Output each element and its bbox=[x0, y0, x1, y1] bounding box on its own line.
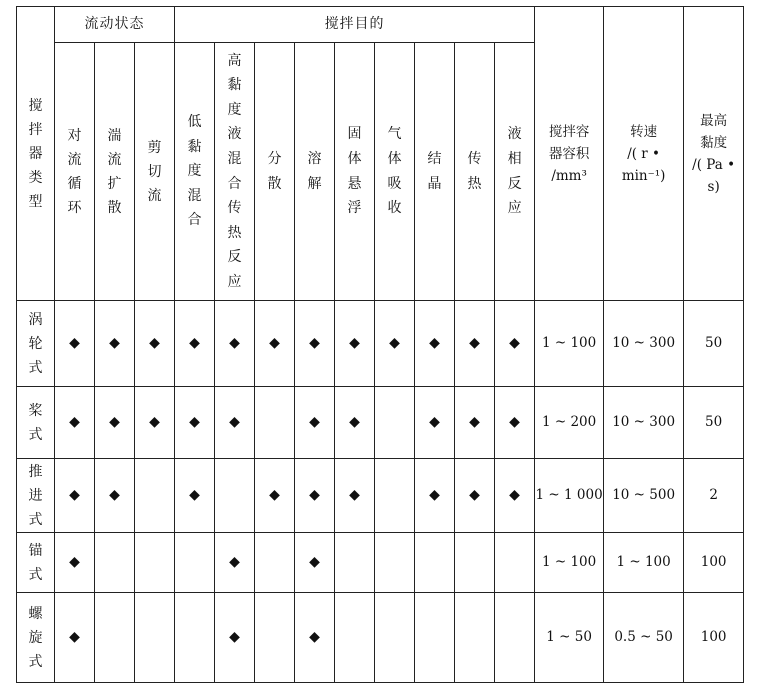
mark-cell bbox=[215, 301, 255, 387]
viscosity-cell: 100 bbox=[684, 533, 744, 593]
mark-cell bbox=[135, 387, 175, 459]
diamond-mark: ◆ bbox=[429, 487, 440, 504]
mark-cell bbox=[175, 387, 215, 459]
header-speed-line: /( r • bbox=[627, 145, 661, 162]
viscosity-cell: 50 bbox=[684, 301, 744, 387]
mark-cell bbox=[415, 593, 455, 683]
diamond-mark: ◆ bbox=[109, 335, 120, 352]
mark-cell bbox=[375, 301, 415, 387]
mark-cell bbox=[255, 459, 295, 533]
header-max-viscosity bbox=[684, 7, 744, 301]
diamond-mark: ◆ bbox=[309, 487, 320, 504]
header-agitator-type-label: 搅拌器类型 bbox=[28, 97, 43, 210]
header-visc-line: s) bbox=[707, 178, 720, 195]
diamond-mark: ◆ bbox=[349, 487, 360, 504]
volume-cell: 1 ~ 100 bbox=[535, 533, 604, 593]
mark-cell bbox=[55, 533, 95, 593]
volume-cell: 1 ~ 50 bbox=[535, 593, 604, 683]
mark-cell bbox=[335, 301, 375, 387]
mark-cell bbox=[455, 533, 495, 593]
mark-cell bbox=[95, 459, 135, 533]
header-purpose-col bbox=[255, 43, 295, 301]
speed-cell: 10 ~ 300 bbox=[604, 387, 684, 459]
mark-cell bbox=[95, 301, 135, 387]
diamond-mark: ◆ bbox=[349, 414, 360, 431]
mark-cell bbox=[255, 387, 295, 459]
diamond-mark: ◆ bbox=[469, 487, 480, 504]
mark-cell bbox=[455, 459, 495, 533]
header-volume-line: /mm³ bbox=[551, 167, 587, 184]
mark-cell bbox=[295, 533, 335, 593]
mark-cell bbox=[375, 533, 415, 593]
diamond-mark: ◆ bbox=[269, 335, 280, 352]
mark-cell bbox=[135, 533, 175, 593]
diamond-mark: ◆ bbox=[109, 414, 120, 431]
diamond-mark: ◆ bbox=[349, 335, 360, 352]
mark-cell bbox=[175, 593, 215, 683]
table-row bbox=[17, 533, 744, 593]
diamond-mark: ◆ bbox=[69, 629, 80, 646]
mark-cell bbox=[415, 387, 455, 459]
header-flow-col-label: 湍流扩散 bbox=[107, 127, 122, 216]
diamond-mark: ◆ bbox=[509, 335, 520, 352]
row-type-cell bbox=[17, 593, 55, 683]
diamond-mark: ◆ bbox=[309, 629, 320, 646]
diamond-mark: ◆ bbox=[229, 629, 240, 646]
mark-cell bbox=[495, 301, 535, 387]
header-purpose-col-label: 分散 bbox=[267, 150, 282, 192]
row-type-cell bbox=[17, 533, 55, 593]
header-purpose-col bbox=[455, 43, 495, 301]
diamond-mark: ◆ bbox=[69, 554, 80, 571]
table-row bbox=[17, 459, 744, 533]
mark-cell bbox=[375, 387, 415, 459]
mark-cell bbox=[495, 593, 535, 683]
row-type-cell bbox=[17, 387, 55, 459]
diamond-mark: ◆ bbox=[149, 414, 160, 431]
header-purpose-col-label: 固体悬浮 bbox=[347, 126, 362, 217]
diamond-mark: ◆ bbox=[309, 335, 320, 352]
header-agitator-type bbox=[17, 7, 55, 301]
row-type-label: 螺旋式 bbox=[28, 605, 43, 670]
header-flow-col bbox=[55, 43, 95, 301]
header-purpose-col bbox=[295, 43, 335, 301]
header-flow-col bbox=[95, 43, 135, 301]
table-row bbox=[17, 301, 744, 387]
mark-cell bbox=[95, 387, 135, 459]
mark-cell bbox=[215, 459, 255, 533]
diamond-mark: ◆ bbox=[309, 554, 320, 571]
diamond-mark: ◆ bbox=[189, 414, 200, 431]
viscosity-cell: 100 bbox=[684, 593, 744, 683]
mark-cell bbox=[455, 387, 495, 459]
mark-cell bbox=[55, 301, 95, 387]
header-flow-col-label: 剪切流 bbox=[147, 139, 162, 204]
header-purpose-col-label: 气体吸收 bbox=[387, 126, 402, 217]
diamond-mark: ◆ bbox=[229, 335, 240, 352]
mark-cell bbox=[295, 387, 335, 459]
header-purpose-col bbox=[175, 43, 215, 301]
mark-cell bbox=[95, 593, 135, 683]
diamond-mark: ◆ bbox=[469, 335, 480, 352]
mark-cell bbox=[175, 301, 215, 387]
header-speed-line: min⁻¹) bbox=[621, 167, 666, 184]
mark-cell bbox=[295, 301, 335, 387]
header-purpose-col bbox=[375, 43, 415, 301]
header-speed bbox=[604, 7, 684, 301]
diamond-mark: ◆ bbox=[149, 335, 160, 352]
diamond-mark: ◆ bbox=[229, 554, 240, 571]
mark-cell bbox=[415, 301, 455, 387]
header-purpose-col-label: 低黏度混合 bbox=[187, 114, 202, 229]
diamond-mark: ◆ bbox=[69, 335, 80, 352]
mark-cell bbox=[375, 593, 415, 683]
mark-cell bbox=[335, 459, 375, 533]
diamond-mark: ◆ bbox=[429, 414, 440, 431]
header-volume-line: 搅拌容 bbox=[548, 123, 590, 140]
speed-cell: 1 ~ 100 bbox=[604, 533, 684, 593]
mark-cell bbox=[375, 459, 415, 533]
volume-cell: 1 ~ 200 bbox=[535, 387, 604, 459]
diamond-mark: ◆ bbox=[309, 414, 320, 431]
diamond-mark: ◆ bbox=[69, 487, 80, 504]
diamond-mark: ◆ bbox=[189, 487, 200, 504]
mark-cell bbox=[95, 533, 135, 593]
mark-cell bbox=[135, 301, 175, 387]
header-visc-line: /( Pa • bbox=[692, 156, 736, 173]
header-visc-line: 最高 bbox=[700, 112, 728, 129]
row-type-cell bbox=[17, 301, 55, 387]
header-visc-line: 黏度 bbox=[700, 134, 728, 151]
diamond-mark: ◆ bbox=[509, 414, 520, 431]
mark-cell bbox=[215, 533, 255, 593]
mark-cell bbox=[55, 459, 95, 533]
mark-cell bbox=[295, 459, 335, 533]
mark-cell bbox=[415, 533, 455, 593]
row-type-label: 涡轮式 bbox=[28, 311, 43, 376]
header-purpose-col-label: 液相反应 bbox=[507, 126, 522, 217]
mark-cell bbox=[455, 301, 495, 387]
speed-cell: 10 ~ 500 bbox=[604, 459, 684, 533]
header-purpose-col bbox=[335, 43, 375, 301]
mark-cell bbox=[175, 533, 215, 593]
speed-cell: 0.5 ~ 50 bbox=[604, 593, 684, 683]
header-purpose-col bbox=[215, 43, 255, 301]
table-row bbox=[17, 387, 744, 459]
diamond-mark: ◆ bbox=[189, 335, 200, 352]
diamond-mark: ◆ bbox=[109, 487, 120, 504]
viscosity-cell: 50 bbox=[684, 387, 744, 459]
speed-cell: 10 ~ 300 bbox=[604, 301, 684, 387]
mark-cell bbox=[215, 387, 255, 459]
mark-cell bbox=[55, 387, 95, 459]
mark-cell bbox=[175, 459, 215, 533]
mark-cell bbox=[215, 593, 255, 683]
header-mixing-purpose: 搅拌目的 bbox=[175, 7, 535, 43]
mark-cell bbox=[335, 387, 375, 459]
row-type-cell bbox=[17, 459, 55, 533]
header-volume bbox=[535, 7, 604, 301]
volume-cell: 1 ~ 1 000 bbox=[535, 459, 604, 533]
mark-cell bbox=[55, 593, 95, 683]
header-purpose-col-label: 溶解 bbox=[307, 150, 322, 192]
mark-cell bbox=[255, 301, 295, 387]
diamond-mark: ◆ bbox=[429, 335, 440, 352]
mark-cell bbox=[255, 533, 295, 593]
mark-cell bbox=[135, 593, 175, 683]
mark-cell bbox=[495, 387, 535, 459]
diamond-mark: ◆ bbox=[509, 487, 520, 504]
header-flow-col-label: 对流循环 bbox=[67, 127, 82, 216]
diamond-mark: ◆ bbox=[469, 414, 480, 431]
diamond-mark: ◆ bbox=[69, 414, 80, 431]
diamond-mark: ◆ bbox=[229, 414, 240, 431]
diamond-mark: ◆ bbox=[389, 335, 400, 352]
row-type-label: 桨式 bbox=[28, 402, 43, 443]
header-purpose-col bbox=[495, 43, 535, 301]
header-flow-col bbox=[135, 43, 175, 301]
diamond-mark: ◆ bbox=[269, 487, 280, 504]
mark-cell bbox=[335, 533, 375, 593]
mark-cell bbox=[295, 593, 335, 683]
header-purpose-col-label: 传热 bbox=[467, 150, 482, 192]
header-flow-state: 流动状态 bbox=[55, 7, 175, 43]
mark-cell bbox=[495, 459, 535, 533]
table-row bbox=[17, 593, 744, 683]
header-volume-line: 器容积 bbox=[548, 145, 590, 162]
row-type-label: 推进式 bbox=[28, 463, 43, 528]
mark-cell bbox=[415, 459, 455, 533]
row-type-label: 锚式 bbox=[28, 542, 43, 583]
header-purpose-col-label: 高黏度液混合传热反应 bbox=[227, 52, 242, 290]
mark-cell bbox=[255, 593, 295, 683]
mark-cell bbox=[335, 593, 375, 683]
table-body bbox=[17, 301, 744, 683]
volume-cell: 1 ~ 100 bbox=[535, 301, 604, 387]
viscosity-cell: 2 bbox=[684, 459, 744, 533]
mark-cell bbox=[455, 593, 495, 683]
mark-cell bbox=[135, 459, 175, 533]
header-purpose-col-label: 结晶 bbox=[427, 150, 442, 192]
agitator-table bbox=[16, 6, 744, 683]
header-speed-line: 转速 bbox=[630, 123, 658, 140]
mark-cell bbox=[495, 533, 535, 593]
header-purpose-col bbox=[415, 43, 455, 301]
